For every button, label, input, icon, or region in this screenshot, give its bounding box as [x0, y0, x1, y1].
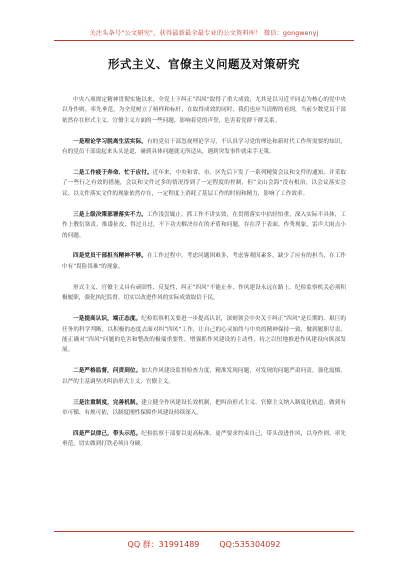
problem-lead-4: 四是党员干部担当精神不够。 [73, 253, 147, 260]
measure-paragraph-2 [62, 366, 346, 387]
problem-paragraph-3 [62, 210, 346, 241]
promo-banner: 关注头条号"公文研究"，获得最新最全最专业的公文资料库！ 微信：gongwenyj [89, 30, 319, 37]
qq-number-text: QQ:535304092 [219, 540, 281, 549]
problem-paragraph-1 [62, 137, 346, 158]
measure-paragraph-4 [62, 429, 346, 450]
intro-paragraph: 中央八项规定精神贯彻实施以来，全党上下纠正“四风”取得了重大成效，尤其是以习近平同志为核心的党中央以身作则、率先垂范，为全党树立了榜样和标杆，在取得成效的同时，我们也应当清醒的看到，当前少数党员干部依然存在形式主义、官僚主义方面的一些问题，影响着党的声誉，危害着党群干群关系。 [62, 97, 346, 124]
header-divider [54, 40, 354, 41]
document-title: 形式主义、官僚主义问题及对策研究 [108, 57, 300, 71]
problem-body-2: 近年来，中央和省、市、区先后下发了一系列精简会议和文件的通知，并采取了一些行之有效的措施，会议和文件过多的情况得到了一定程度的控制，但“文山会海”没有根治，以会议落实会议、以文件落实文件的现象依然存在，一定程度上消耗了基层工作的时间和精力，影响了工作效率。 [62, 170, 346, 197]
measure-body-1: 纪检监察机关要进一步提高认识，深刻领会中央关于纠正“四风”是长期的、艰巨的任务的科学判断，以积极的态度去面对纠“四风”工作，让自己的心灵始终与中央的精神保持一致，做到履职尽责、能正确对“四风”问题的危害和整改的极端重要性，增强抓作风建设的主动性，持之以恒地推进作风建设向纵深发展。 [62, 316, 346, 354]
measure-lead-4: 四是严以律己，带头示范。 [73, 430, 142, 437]
problem-body-4: 在工作过程中，考虑问题困难多，考虑客观因素多，缺少了应有的担当，在工作中有“畏险畏难”的现象。 [62, 253, 346, 270]
document-body [62, 95, 346, 460]
problem-lead-2: 二是工作疲于奔命、忙于应付。 [73, 170, 153, 177]
qq-group-text: QQ 群：31991489 [127, 540, 200, 549]
problem-lead-3: 三是上级决策部署落实不力。 [73, 211, 147, 218]
measure-body-4: 纪检监察干部要以更高标准、更严要求约束自己，带头改进作风，以身作则、率先垂范，切实做到打铁必须自身硬。 [62, 430, 346, 448]
measure-body-3: 建立健全作风建设长效机制，把纠治形式主义、官僚主义纳入制度化轨道，做到有章可循、有规可依，以制度刚性保障作风建设持续深入。 [62, 399, 346, 416]
problem-body-1: 有的党员干部忽视理论学习，不认真学习党的理论和新时代工作所需要的知识，有的党员干部说起来头头是道，碰到具体问题就无所适从，遇到突发事件就束手无策。 [62, 138, 346, 156]
measure-paragraph-3 [62, 398, 346, 419]
problem-paragraph-4 [62, 251, 346, 272]
problem-paragraph-2 [62, 168, 346, 199]
problem-lead-1: 一是理论学习脱离生活实际。 [73, 138, 147, 145]
contact-footer [0, 539, 408, 550]
measure-lead-1: 一是提高认识，端正态度。 [73, 316, 142, 323]
measure-lead-2: 二是严格监督，问责到位。 [73, 368, 142, 375]
problem-body-3: 工作浅尝辄止，抓工作不讲实效，在贯彻落实中拈轻怕重，深入实际不具体，工作上敷衍塞责、推诿扯皮、得过且过，不下功夫解决存在的矛盾和问题，存在浮于表面、作秀现象，雷声大雨点小的问题。 [62, 211, 346, 239]
measure-body-2: 加大作风建设监督检查力度，精准发现问题，对发现的问题严肃问责，强化震慑，以严的主基调坚决纠治形式主义、官僚主义。 [62, 368, 346, 385]
footer-divider [54, 531, 354, 532]
transition-paragraph: 形式主义、官僚主义具有顽固性、反复性，纠正“四风”不能止步，作风建设永远在路上。纪检监察机关必须积极履职，强化执纪监督，切实以改进作风的实际成效取信于民。 [62, 284, 346, 302]
measure-lead-3: 三是注重制度，完善机制。 [73, 399, 142, 406]
measure-paragraph-1 [62, 314, 346, 356]
